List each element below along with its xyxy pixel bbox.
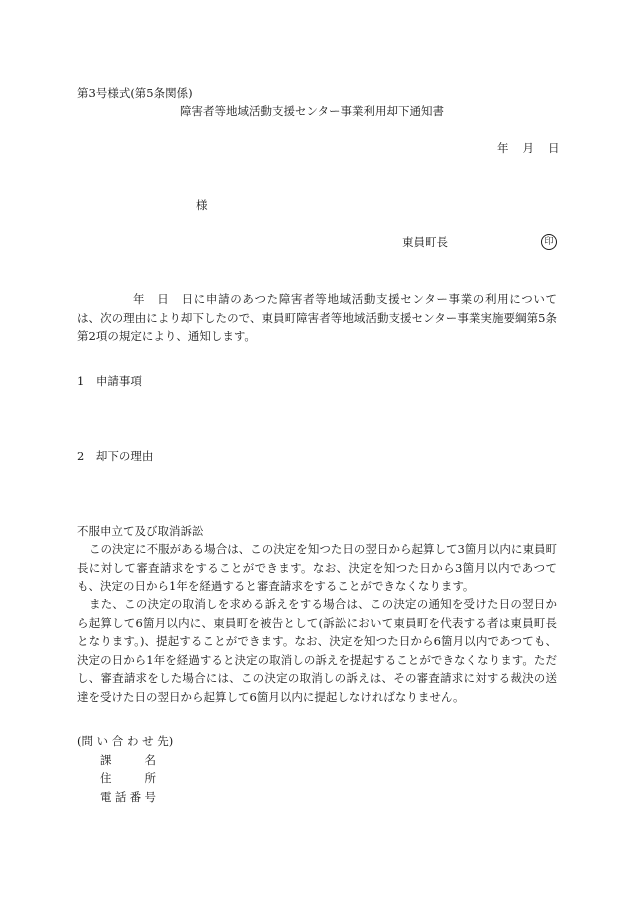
issuer-name: 東員町長: [402, 235, 448, 249]
addressee-honorific: 様: [196, 198, 208, 212]
date-year: 年: [497, 141, 509, 155]
appeal-paragraph-2: また、この決定の取消しを求める訴えをする場合は、この決定の通知を受けた日の翌日から起算して6箇月以内に、東員町を被告として(訴訟において東員町を代表する者は東員町長となります。)、提起することができます。なお、決定を知つた日から6箇月以内であつても、決定の日から1年を経過すると決定の取消しの訴えを提起することができなくなります。ただし、審査請求をした場合には、この決定の取消しの訴えは、その審査請求に対する裁決の送達を受けた日の翌日から起算して6箇月以内に提起しなければなりません。: [77, 597, 557, 704]
appeal-paragraph-1: この決定に不服がある場合は、この決定を知つた日の翌日から起算して3箇月以内に東員町長に対して審査請求をすることができます。なお、決定を知つた日から3箇月以内であつても、決定の日から1年を経過すると審査請求をすることができなくなります。: [77, 542, 557, 593]
section-application-item: 1 申請事項: [77, 374, 142, 388]
body-paragraph: 年 日 日に申請のあつた障害者等地域活動支援センター事業の利用については、次の理由により却下したので、東員町障害者等地域活動支援センター事業実施要綱第5条第2項の規定により、通知します。: [77, 292, 557, 343]
contact-phone-label: 電話番号: [100, 790, 156, 804]
seal-mark: 印: [541, 234, 557, 250]
contact-heading: (問 い 合 わ せ 先): [77, 734, 174, 748]
form-number: 第3号様式(第5条関係): [77, 86, 193, 100]
appeal-heading: 不服申立て及び取消訴訟: [77, 524, 204, 538]
contact-phone: [100, 792, 156, 804]
date-line: [497, 143, 560, 155]
date-month: 月: [522, 141, 534, 155]
contact-address: [100, 773, 156, 785]
document-title: 障害者等地域活動支援センター事業利用却下通知書: [180, 104, 445, 118]
contact-department-label: 課名: [100, 753, 156, 767]
date-day: 日: [548, 141, 560, 155]
contact-address-label: 住所: [100, 771, 156, 785]
contact-department: [100, 755, 156, 767]
section-rejection-reason: 2 却下の理由: [77, 449, 154, 463]
